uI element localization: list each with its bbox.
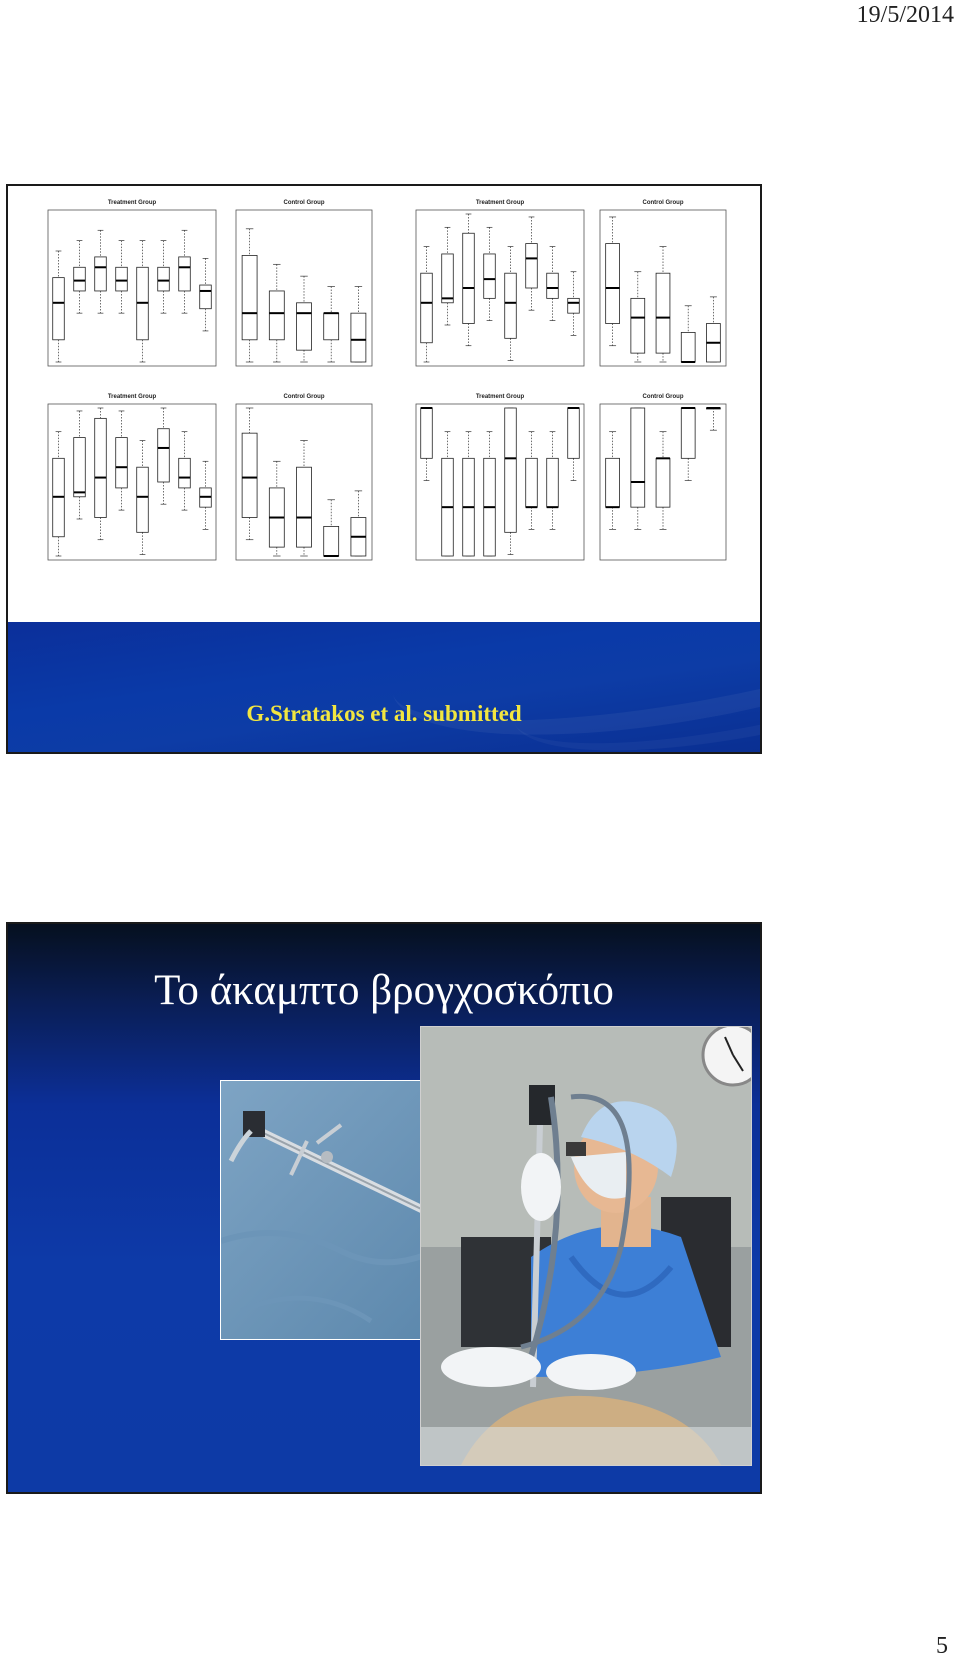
box bbox=[53, 278, 65, 340]
box bbox=[631, 298, 645, 353]
boxplot-panel bbox=[236, 394, 372, 560]
plot-title: Control Group bbox=[283, 200, 325, 206]
slide-date: 19/5/2014 bbox=[856, 2, 954, 28]
plot-title: Control Group bbox=[642, 394, 684, 400]
box bbox=[324, 526, 339, 556]
box bbox=[158, 267, 170, 291]
plot-title: Treatment Group bbox=[107, 394, 157, 400]
box bbox=[158, 429, 170, 482]
boxplot-panel bbox=[236, 200, 372, 366]
plot-frame bbox=[48, 404, 216, 560]
box bbox=[463, 233, 475, 323]
box bbox=[242, 255, 257, 339]
box bbox=[681, 408, 695, 458]
slide-rigid-bronchoscope bbox=[6, 922, 762, 1494]
box bbox=[95, 257, 107, 291]
plot-frame bbox=[48, 210, 216, 366]
box bbox=[137, 467, 149, 532]
box bbox=[179, 458, 191, 488]
box bbox=[656, 273, 670, 353]
plot-frame bbox=[416, 210, 584, 366]
boxplot-panel bbox=[48, 200, 216, 366]
boxplot-grid bbox=[8, 186, 760, 622]
box bbox=[631, 408, 645, 507]
boxplot-panel bbox=[600, 394, 726, 560]
box bbox=[269, 291, 284, 340]
box bbox=[526, 244, 538, 288]
box bbox=[547, 458, 559, 507]
slide-boxplots bbox=[6, 184, 762, 754]
plot-title: Control Group bbox=[642, 200, 684, 206]
box bbox=[568, 408, 580, 458]
box bbox=[606, 458, 620, 507]
bronchoscopy-procedure-photo bbox=[420, 1026, 752, 1466]
box bbox=[242, 433, 257, 517]
boxplot-figure bbox=[8, 186, 760, 622]
boxplot-panel bbox=[48, 394, 216, 560]
box bbox=[297, 467, 312, 547]
box bbox=[656, 458, 670, 507]
box bbox=[505, 273, 517, 338]
box bbox=[324, 313, 339, 340]
plot-title: Treatment Group bbox=[107, 200, 157, 206]
boxplot-panel bbox=[416, 200, 584, 366]
box bbox=[200, 285, 212, 309]
box bbox=[421, 408, 433, 458]
slide-footer-band bbox=[8, 622, 760, 752]
box bbox=[74, 267, 86, 291]
box bbox=[505, 408, 517, 532]
plot-title: Control Group bbox=[283, 394, 325, 400]
citation-text: G.Stratakos et al. submitted bbox=[246, 701, 522, 726]
box bbox=[421, 273, 433, 343]
plot-title: Treatment Group bbox=[475, 394, 525, 400]
box bbox=[351, 313, 366, 362]
plot-title: Treatment Group bbox=[475, 200, 525, 206]
box bbox=[116, 438, 128, 488]
box bbox=[179, 257, 191, 291]
slide-title: Το άκαμπτο βρογχοσκόπιο bbox=[154, 967, 614, 1014]
box bbox=[547, 273, 559, 298]
box bbox=[297, 303, 312, 350]
box bbox=[568, 298, 580, 313]
box bbox=[526, 458, 538, 507]
box bbox=[95, 418, 107, 517]
plot-frame bbox=[416, 404, 584, 560]
box bbox=[606, 244, 620, 324]
box bbox=[442, 254, 454, 303]
boxplot-panel bbox=[416, 394, 584, 560]
box bbox=[74, 438, 86, 497]
box bbox=[116, 267, 128, 291]
box bbox=[681, 332, 695, 362]
boxplot-panel bbox=[600, 200, 726, 366]
box bbox=[484, 254, 496, 298]
page-number: 5 bbox=[936, 1633, 948, 1659]
